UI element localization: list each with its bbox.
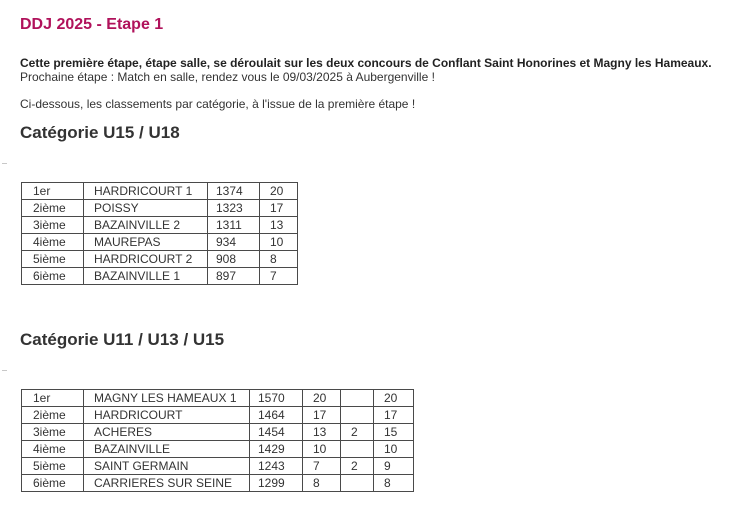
total-cell: 20 bbox=[374, 390, 414, 407]
table-row bbox=[22, 217, 298, 234]
rank-cell: 1er bbox=[22, 390, 84, 407]
intro-text bbox=[20, 56, 740, 84]
rank-cell: 6ième bbox=[22, 268, 84, 285]
total-cell: 8 bbox=[374, 475, 414, 492]
team-cell: SAINT GERMAIN bbox=[84, 458, 250, 475]
score-cell: 1323 bbox=[208, 200, 260, 217]
bonus-cell: 2 bbox=[341, 458, 374, 475]
team-cell: HARDRICOURT bbox=[84, 407, 250, 424]
table-row bbox=[22, 424, 414, 441]
table-row bbox=[22, 183, 298, 200]
score-cell: 1374 bbox=[208, 183, 260, 200]
team-cell: CARRIERES SUR SEINE bbox=[84, 475, 250, 492]
team-cell: BAZAINVILLE 1 bbox=[84, 268, 208, 285]
team-cell: BAZAINVILLE 2 bbox=[84, 217, 208, 234]
table-row bbox=[22, 251, 298, 268]
rank-cell: 2ième bbox=[22, 200, 84, 217]
team-cell: MAUREPAS bbox=[84, 234, 208, 251]
category-title-u15-u18: Catégorie U15 / U18 bbox=[20, 123, 180, 142]
points-cell: 10 bbox=[303, 441, 341, 458]
points-cell: 13 bbox=[303, 424, 341, 441]
table-row bbox=[22, 458, 414, 475]
rank-cell: 3ième bbox=[22, 424, 84, 441]
points-cell: 17 bbox=[260, 200, 298, 217]
points-cell: 7 bbox=[303, 458, 341, 475]
total-cell: 10 bbox=[374, 441, 414, 458]
table-row bbox=[22, 475, 414, 492]
separator-dash bbox=[2, 163, 7, 164]
score-cell: 1570 bbox=[250, 390, 303, 407]
page-title: DDJ 2025 - Etape 1 bbox=[20, 16, 164, 33]
rank-cell: 6ième bbox=[22, 475, 84, 492]
score-cell: 1311 bbox=[208, 217, 260, 234]
points-cell: 8 bbox=[260, 251, 298, 268]
table-row bbox=[22, 268, 298, 285]
points-cell: 7 bbox=[260, 268, 298, 285]
rank-cell: 4ième bbox=[22, 441, 84, 458]
score-cell: 908 bbox=[208, 251, 260, 268]
next-stage-line: Prochaine étape : Match en salle, rendez vous le 09/03/2025 à Aubergenville ! bbox=[20, 70, 435, 84]
rank-cell: 5ième bbox=[22, 458, 84, 475]
bonus-cell bbox=[341, 441, 374, 458]
table-row bbox=[22, 200, 298, 217]
points-cell: 20 bbox=[303, 390, 341, 407]
points-cell: 20 bbox=[260, 183, 298, 200]
bonus-cell bbox=[341, 475, 374, 492]
rank-cell: 3ième bbox=[22, 217, 84, 234]
points-cell: 17 bbox=[303, 407, 341, 424]
bonus-cell bbox=[341, 407, 374, 424]
rank-cell: 2ième bbox=[22, 407, 84, 424]
category-title-u11-u13-u15: Catégorie U11 / U13 / U15 bbox=[20, 330, 225, 349]
team-cell: BAZAINVILLE bbox=[84, 441, 250, 458]
intro-bold-line: Cette première étape, étape salle, se déroulait sur les deux concours de Conflant Saint Honorines et Magny les Hameaux. bbox=[20, 56, 712, 70]
rank-cell: 5ième bbox=[22, 251, 84, 268]
bonus-cell bbox=[341, 390, 374, 407]
rankings-note: Ci-dessous, les classements par catégorie, à l'issue de la première étape ! bbox=[20, 97, 416, 111]
score-cell: 934 bbox=[208, 234, 260, 251]
team-cell: HARDRICOURT 2 bbox=[84, 251, 208, 268]
points-cell: 8 bbox=[303, 475, 341, 492]
team-cell: MAGNY LES HAMEAUX 1 bbox=[84, 390, 250, 407]
bonus-cell: 2 bbox=[341, 424, 374, 441]
score-cell: 1464 bbox=[250, 407, 303, 424]
ranking-table-u15-u18 bbox=[21, 182, 298, 285]
rank-cell: 4ième bbox=[22, 234, 84, 251]
rank-cell: 1er bbox=[22, 183, 84, 200]
total-cell: 9 bbox=[374, 458, 414, 475]
score-cell: 1454 bbox=[250, 424, 303, 441]
points-cell: 13 bbox=[260, 217, 298, 234]
ranking-table-u11-u13-u15 bbox=[21, 389, 414, 492]
table-row bbox=[22, 407, 414, 424]
table-row bbox=[22, 234, 298, 251]
team-cell: POISSY bbox=[84, 200, 208, 217]
table-row bbox=[22, 441, 414, 458]
table-row bbox=[22, 390, 414, 407]
score-cell: 897 bbox=[208, 268, 260, 285]
team-cell: ACHERES bbox=[84, 424, 250, 441]
separator-dash bbox=[2, 370, 7, 371]
score-cell: 1299 bbox=[250, 475, 303, 492]
score-cell: 1243 bbox=[250, 458, 303, 475]
total-cell: 15 bbox=[374, 424, 414, 441]
score-cell: 1429 bbox=[250, 441, 303, 458]
points-cell: 10 bbox=[260, 234, 298, 251]
total-cell: 17 bbox=[374, 407, 414, 424]
team-cell: HARDRICOURT 1 bbox=[84, 183, 208, 200]
